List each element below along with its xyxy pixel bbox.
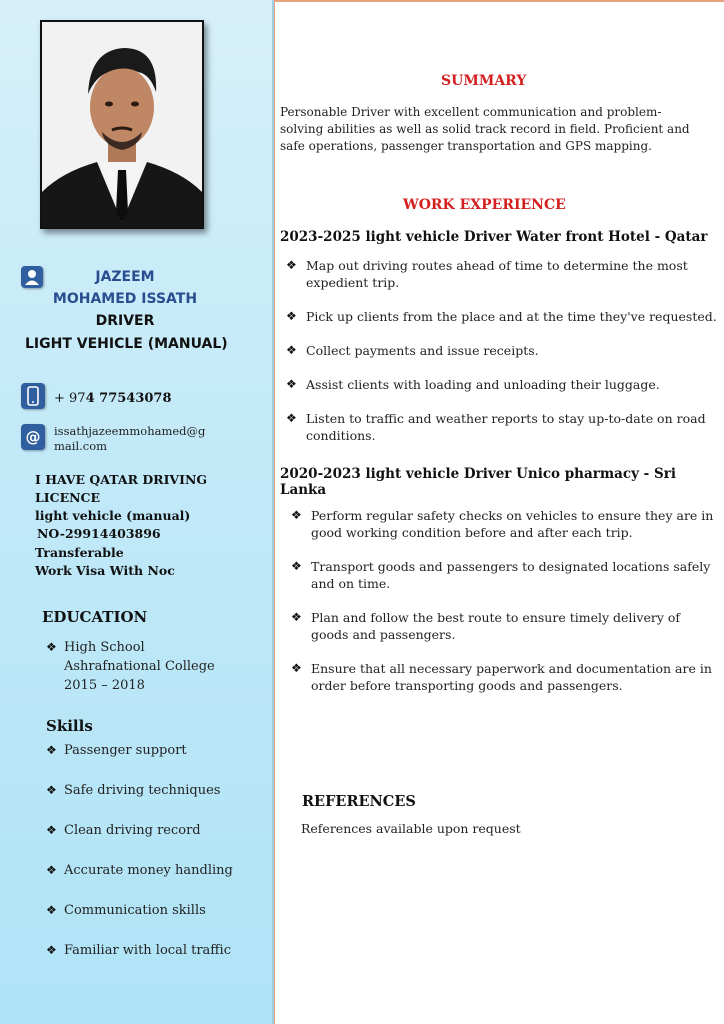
duty-item: ❖ Collect payments and issue receipts. bbox=[286, 343, 539, 358]
at-sign-icon bbox=[21, 424, 45, 450]
last-name: MOHAMED ISSATH bbox=[52, 291, 198, 307]
job-title-2: 2020-2023 light vehicle Driver Unico pharmacy - Sri Lanka bbox=[280, 466, 676, 498]
skills-heading: Skills bbox=[46, 717, 93, 735]
driving-licence-info: I HAVE QATAR DRIVING LICENCE light vehicle (manual) NO-29914403896 bbox=[35, 472, 208, 541]
job-subtitle: LIGHT VEHICLE (MANUAL) bbox=[25, 336, 228, 352]
skill-item: ❖ Safe driving techniques bbox=[46, 783, 221, 798]
star-bullet-icon: ❖ bbox=[291, 508, 302, 522]
duty-item: ❖ Listen to traffic and weather reports to stay up-to-date on road conditions. bbox=[286, 411, 706, 443]
profile-photo bbox=[40, 20, 204, 229]
sidebar bbox=[0, 0, 274, 1024]
star-bullet-icon: ❖ bbox=[291, 559, 302, 573]
star-bullet-icon: ❖ bbox=[286, 377, 297, 391]
star-bullet-icon: ❖ bbox=[46, 743, 57, 757]
duty-item: ❖ Perform regular safety checks on vehicles to ensure they are in good working condition before and after each trip. bbox=[291, 508, 714, 540]
duty-item: ❖ Pick up clients from the place and at the time they've requested. bbox=[286, 309, 717, 324]
star-bullet-icon: ❖ bbox=[46, 943, 57, 957]
skill-item: ❖ Familiar with local traffic bbox=[46, 943, 231, 958]
star-bullet-icon: ❖ bbox=[286, 258, 297, 272]
job-title: DRIVER bbox=[95, 313, 155, 329]
skill-item: ❖ Communication skills bbox=[46, 903, 206, 918]
star-bullet-icon: ❖ bbox=[46, 823, 57, 837]
references-text: References available upon request bbox=[301, 821, 521, 836]
svg-text:@: @ bbox=[25, 428, 41, 446]
education-item: ❖ High School Ashrafnational College 2015 – 2018 bbox=[46, 640, 215, 693]
education-list bbox=[46, 638, 215, 695]
skill-item: ❖ Accurate money handling bbox=[46, 863, 233, 878]
skill-item: ❖ Clean driving record bbox=[46, 823, 201, 838]
phone-icon bbox=[21, 383, 45, 409]
education-heading: EDUCATION bbox=[42, 608, 148, 626]
star-bullet-icon: ❖ bbox=[286, 309, 297, 323]
work-experience-heading: WORK EXPERIENCE bbox=[403, 197, 566, 213]
skills-list bbox=[46, 741, 233, 960]
visa-info: Transferable Work Visa With Noc bbox=[35, 545, 175, 578]
duty-item: ❖ Map out driving routes ahead of time to determine the most expedient trip. bbox=[286, 258, 688, 290]
star-bullet-icon: ❖ bbox=[46, 783, 57, 797]
references-heading: REFERENCES bbox=[302, 793, 416, 810]
first-name: JAZEEM bbox=[95, 269, 155, 285]
job-title-1: 2023-2025 light vehicle Driver Water front Hotel - Qatar bbox=[280, 229, 708, 245]
duty-item: ❖ Ensure that all necessary paperwork and documentation are in order before transporting goods and passengers. bbox=[291, 661, 712, 693]
skill-item: ❖ Passenger support bbox=[46, 743, 187, 758]
star-bullet-icon: ❖ bbox=[291, 661, 302, 675]
star-bullet-icon: ❖ bbox=[291, 610, 302, 624]
star-bullet-icon: ❖ bbox=[46, 903, 57, 917]
star-bullet-icon: ❖ bbox=[46, 640, 57, 654]
summary-text: Personable Driver with excellent communication and problem- solving abilities as well as solid track record in field. Proficient and safe operations, passenger transportation and GPS mapping. bbox=[280, 105, 690, 153]
duty-item: ❖ Plan and follow the best route to ensure timely delivery of goods and passengers. bbox=[291, 610, 681, 642]
summary-heading: SUMMARY bbox=[441, 73, 527, 89]
email-address[interactable]: issathjazeemmohamed@g mail.com bbox=[54, 424, 206, 453]
star-bullet-icon: ❖ bbox=[46, 863, 57, 877]
phone-number[interactable]: + 974 77543078 bbox=[54, 391, 172, 406]
star-bullet-icon: ❖ bbox=[286, 411, 297, 425]
star-bullet-icon: ❖ bbox=[286, 343, 297, 357]
duty-item: ❖ Transport goods and passengers to designated locations safely and on time. bbox=[291, 559, 711, 591]
duty-item: ❖ Assist clients with loading and unloading their luggage. bbox=[286, 377, 660, 392]
